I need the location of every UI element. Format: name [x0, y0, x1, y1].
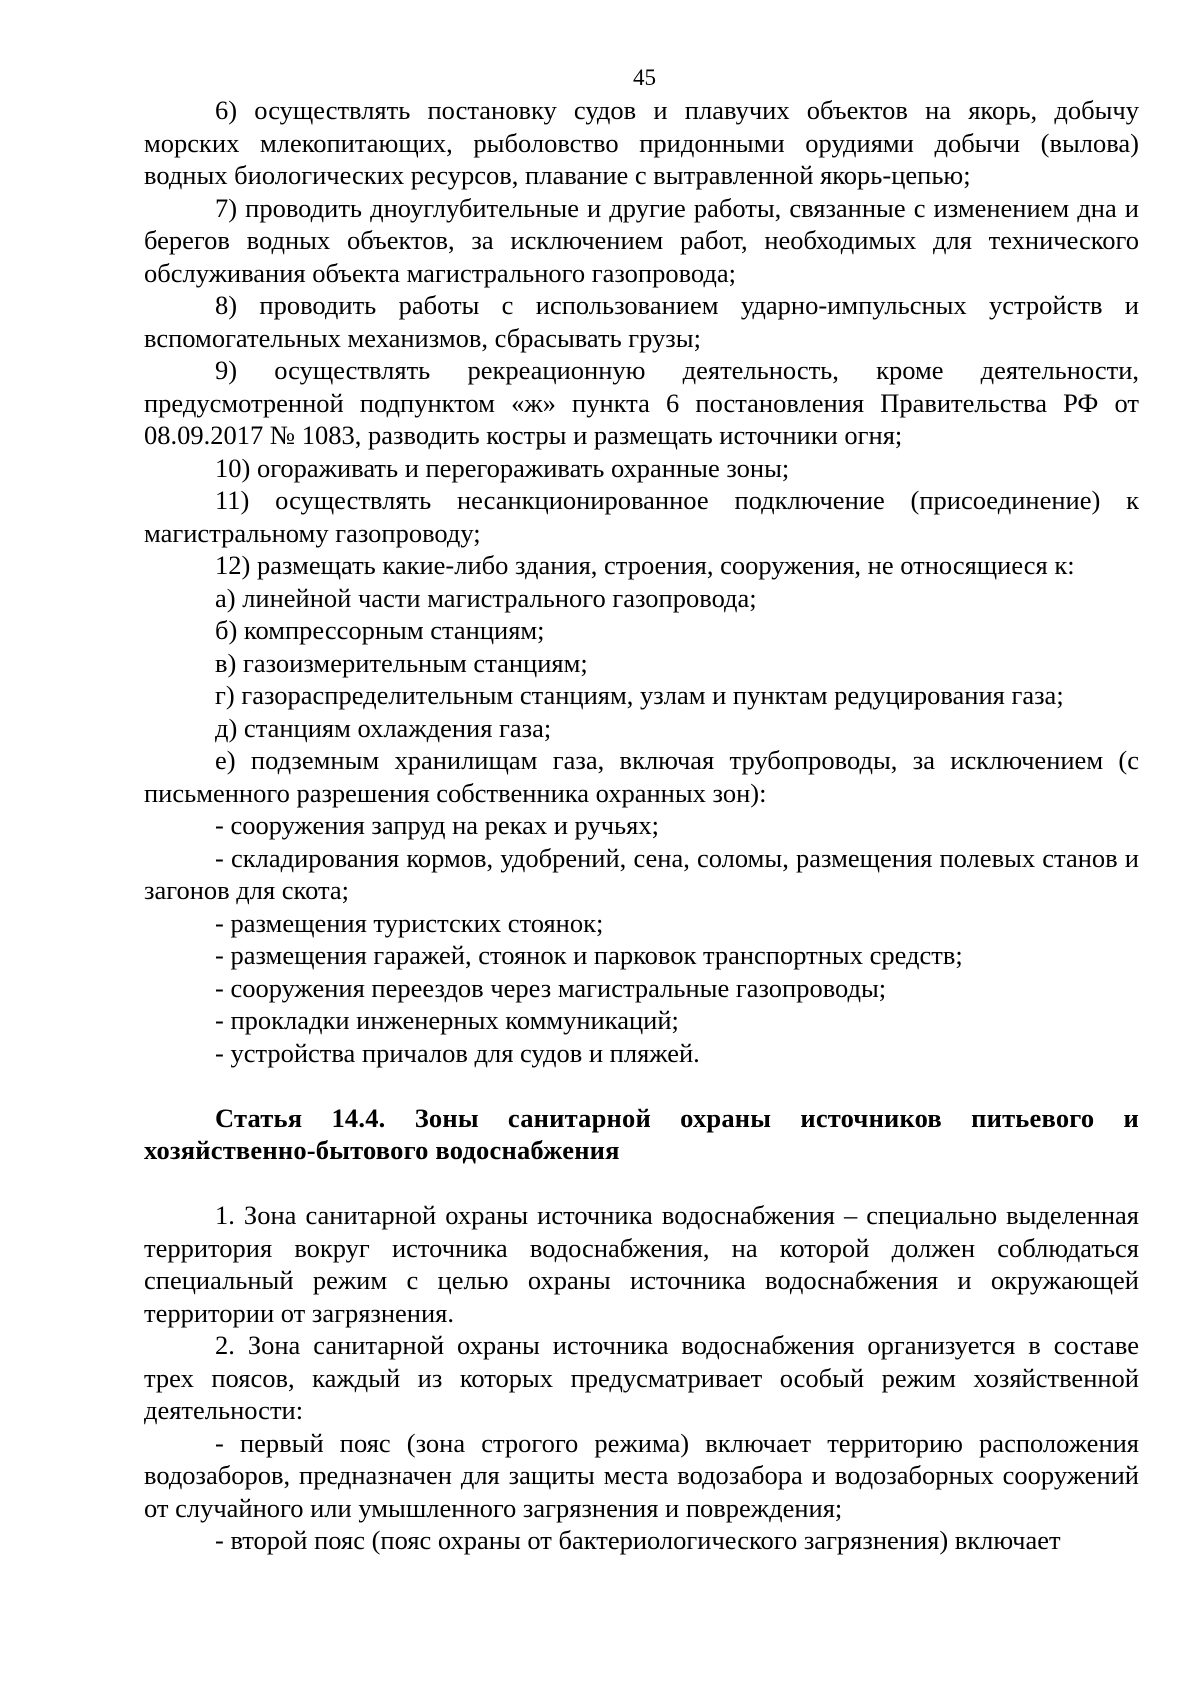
list-item: - сооружения переездов через магистральные газопроводы; [215, 972, 887, 1003]
list-item: д) станциям охлаждения газа; [215, 712, 552, 743]
article-paragraph: 1. Зона санитарной охраны источника водоснабжения – специально выделенная территория вокруг источника водоснабжения, на которой должен соблюдаться специальный режим с целью охраны источника водоснабжения и окружающей территории от загрязнения. [144, 1200, 1139, 1328]
list-item: е) подземным хранилищам газа, включая трубопроводы, за исключением (с письменного разрешения собственника охранных зон): [144, 745, 1139, 808]
document-page [144, 62, 1139, 1557]
article-paragraph: - второй пояс (пояс охраны от бактериологического загрязнения) включает [215, 1525, 1061, 1555]
list-item: - размещения гаражей, стоянок и парковок транспортных средств; [215, 940, 963, 970]
list-item: г) газораспределительным станциям, узлам и пунктам редуцирования газа; [215, 680, 1064, 710]
list-item: - складирования кормов, удобрений, сена, соломы, размещения полевых станов и загонов для скота; [144, 842, 1139, 905]
list-item: 10) огораживать и перегораживать охранные зоны; [215, 452, 790, 483]
list-item: в) газоизмерительным станциям; [215, 647, 588, 678]
article-heading: Статья 14.4. Зоны санитарной охраны источников питьевого и хозяйственно-бытового водоснабжения [144, 1102, 1139, 1165]
page-number: 45 [633, 65, 656, 90]
list-item: 9) осуществлять рекреационную деятельность, кроме деятельности, предусмотренной подпунктом «ж» пункта 6 постановления Правительства РФ от 08.09.2017 № 1083, разводить костры и размещать источники огня; [144, 355, 1139, 450]
spacer [144, 1167, 1139, 1200]
list-item: 7) проводить дноуглубительные и другие работы, связанные с изменением дна и берегов водных объектов, за исключением работ, необходимых для технического обслуживания объекта магистрального газопровода; [144, 192, 1139, 288]
list-item: - сооружения запруд на реках и ручьях; [215, 810, 659, 840]
spacer [144, 1069, 1139, 1102]
article-paragraph: 2. Зона санитарной охраны источника водоснабжения организуется в составе трех поясов, каждый из которых предусматривает особый режим хозяйственной деятельности: [144, 1330, 1139, 1425]
list-item: 8) проводить работы с использованием ударно-импульсных устройств и вспомогательных механизмов, сбрасывать грузы; [144, 290, 1139, 353]
list-item: - размещения туристских стоянок; [215, 907, 604, 938]
list-item: 12) размещать какие-либо здания, строения, сооружения, не относящиеся к: [215, 550, 1075, 580]
list-item: 11) осуществлять несанкционированное подключение (присоединение) к магистральному газопроводу; [144, 485, 1139, 548]
list-item: - прокладки инженерных коммуникаций; [215, 1005, 679, 1035]
list-item: а) линейной части магистрального газопровода; [215, 582, 757, 613]
list-item: - устройства причалов для судов и пляжей. [215, 1037, 700, 1068]
article-paragraph: - первый пояс (зона строгого режима) включает территорию расположения водозаборов, предназначен для защиты места водозабора и водозаборных сооружений от случайного или умышленного загрязнения и повреждения; [144, 1427, 1139, 1523]
list-item: 6) осуществлять постановку судов и плавучих объектов на якорь, добычу морских млекопитающих, рыболовство придонными орудиями добычи (вылова) водных биологических ресурсов, плавание с вытравленной якорь-цепью; [144, 95, 1139, 190]
article-body [144, 1199, 1139, 1557]
restrictions-list [144, 94, 1139, 1069]
list-item: б) компрессорным станциям; [215, 615, 545, 645]
